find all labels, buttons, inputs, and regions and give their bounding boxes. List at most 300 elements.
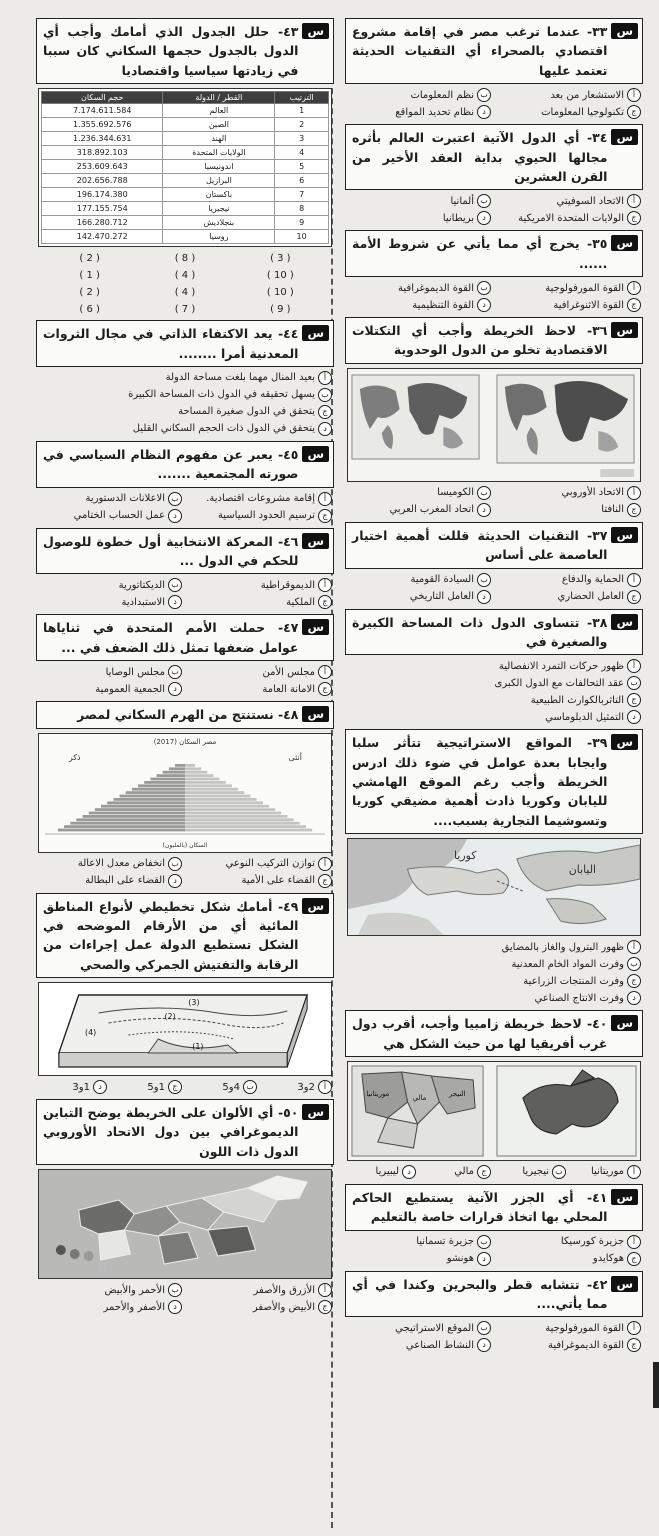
option-key: أ <box>627 1235 641 1249</box>
option-d[interactable] <box>38 595 182 609</box>
pyramid-bar <box>175 764 185 767</box>
question-badge: س <box>611 235 638 251</box>
question-text <box>352 1014 607 1053</box>
option-d[interactable] <box>38 1080 107 1094</box>
option-c[interactable] <box>497 298 641 312</box>
table-cell: 1.236.344.631 <box>42 132 163 146</box>
question-badge: س <box>611 1189 638 1205</box>
question-badge: س <box>611 734 638 750</box>
option-text: القوة المورفولوجية <box>545 282 624 294</box>
option-d[interactable] <box>347 503 491 517</box>
option-d[interactable] <box>347 1252 491 1266</box>
pair-value[interactable]: ( 2 ) <box>79 253 100 265</box>
table-cell: 318.892.103 <box>42 146 163 160</box>
option-key: أ <box>318 492 332 506</box>
option-key: ج <box>318 874 332 888</box>
question-body: - حملت الأمم المتحدة في ثناياها عوامل ضعفها تمثل ذلك الضعف في ... <box>43 620 299 655</box>
option-key: أ <box>318 371 332 385</box>
question-text <box>43 324 298 363</box>
column-header: الترتيب <box>275 92 329 104</box>
option-a[interactable] <box>497 281 641 295</box>
option-text: تكنولوجيا المعلومات <box>541 106 624 118</box>
option-a[interactable] <box>38 371 332 385</box>
question-number: ٣٨ <box>592 614 608 630</box>
pyramid-title: مصر السكان (2017) <box>153 737 217 746</box>
option-b[interactable] <box>38 665 182 679</box>
option-key: أ <box>318 1080 332 1094</box>
option-key: ب <box>477 573 491 587</box>
question-number: ٤٥ <box>283 446 299 462</box>
pyramid-male-label: ذكر <box>68 752 81 762</box>
option-c[interactable] <box>497 211 641 225</box>
question-header <box>36 18 334 84</box>
option-key: د <box>168 1300 182 1314</box>
question-text <box>352 733 607 830</box>
option-a[interactable] <box>263 1080 332 1094</box>
question-header <box>36 1099 334 1165</box>
option-text: الكوميسا <box>437 487 474 499</box>
pair-value[interactable]: ( 4 ) <box>174 270 196 282</box>
option-key: ب <box>318 388 332 402</box>
option-text: الديكتاتورية <box>118 579 165 591</box>
option-key: ج <box>477 1165 491 1179</box>
options <box>38 578 332 609</box>
question-body: - أي الجزر الآتية يستطيع الحاكم المحلي بها اتخاذ قرارات خاصة بالتعليم <box>352 1189 608 1225</box>
table-cell: 6 <box>275 174 329 188</box>
pyramid-bar <box>138 784 185 787</box>
question-header <box>36 701 334 728</box>
pyramid-bar <box>113 798 185 801</box>
option-b[interactable] <box>347 676 641 690</box>
option-b[interactable] <box>347 1235 491 1249</box>
option-text: الأزرق والأصفر <box>253 1284 315 1296</box>
question-header <box>36 614 334 661</box>
pyramid-bar <box>64 825 185 828</box>
pyramid-bar <box>185 815 287 818</box>
question-body: - أمامك شكل تخطيطي لأنواع المناطق المائية أي من الأرقام الموضحه في الشكل تستطيع الدولة عمل إجراءات من الرقابة والتفتيش الجمركي والصحي <box>43 898 299 972</box>
option-c[interactable] <box>497 1252 641 1266</box>
option-key: ب <box>168 857 182 871</box>
option-text: القوة التنظيمية <box>412 299 474 311</box>
option-text: وفرت المنتجات الزراعية <box>523 975 624 987</box>
option-key: ب <box>168 578 182 592</box>
pyramid-bar <box>126 791 185 794</box>
option-text: وفرت الانتاج الصناعي <box>534 992 624 1004</box>
korea-japan-map <box>347 838 641 936</box>
option-d[interactable] <box>347 710 641 724</box>
question-badge: س <box>302 325 329 341</box>
population-pyramid <box>39 734 331 852</box>
column-header: حجم السكان <box>42 92 163 104</box>
option-text: الاستبدادية <box>121 596 165 608</box>
option-b[interactable] <box>38 388 332 402</box>
option-d[interactable] <box>347 1338 491 1352</box>
option-a[interactable] <box>188 578 332 592</box>
option-c[interactable] <box>497 503 641 517</box>
question-badge: س <box>302 619 329 635</box>
option-a[interactable] <box>188 857 332 871</box>
question-text <box>43 532 298 571</box>
option-c[interactable] <box>188 509 332 523</box>
pyramid-bar <box>58 828 185 831</box>
left-column <box>36 18 334 1528</box>
option-key: أ <box>627 573 641 587</box>
question-body: - التقنيات الحديثة قللت أهمية اختيار العاصمة على أساس <box>352 527 608 563</box>
option-key: أ <box>627 194 641 208</box>
table-cell: الهند <box>163 132 275 146</box>
option-key: أ <box>627 486 641 500</box>
table-row <box>42 132 329 146</box>
option-text: هوكايدو <box>592 1253 624 1265</box>
zone-label-2: (2) <box>164 1011 176 1022</box>
option-text: نظام تحديد المواقع <box>395 106 474 118</box>
option-key: أ <box>627 659 641 673</box>
options <box>347 1235 641 1266</box>
table-cell: نيجيريا <box>163 202 275 216</box>
table-cell: روسيا <box>163 230 275 244</box>
option-text: القضاء على البطالة <box>85 875 165 886</box>
option-c[interactable] <box>113 1080 182 1094</box>
pyramid-bar <box>185 828 312 831</box>
pyramid-bar <box>163 770 185 773</box>
question-header <box>36 441 334 488</box>
question-text <box>43 445 298 484</box>
question-text <box>43 897 298 975</box>
pyramid-bar <box>101 804 185 807</box>
question-body: - أي الدول الآتية اعتبرت العالم بأثره مجالها الحيوي بداية العقد الأخير من القرن العشرين <box>352 130 608 184</box>
option-key: أ <box>627 1321 641 1335</box>
option-key: ب <box>552 1165 566 1179</box>
option-d[interactable] <box>38 422 332 436</box>
question-34 <box>345 124 643 225</box>
question-header <box>345 317 643 364</box>
option-b[interactable] <box>347 486 491 500</box>
question-number: ٥٠ <box>283 1105 299 1120</box>
pyramid-bar <box>185 798 257 801</box>
question-badge: س <box>611 23 638 39</box>
option-b[interactable] <box>347 281 491 295</box>
option-d[interactable] <box>347 105 491 119</box>
option-key: د <box>477 1252 491 1266</box>
pyramid-bar <box>169 767 185 770</box>
options <box>38 492 332 523</box>
pyramid-axis-label: السكان (بالمليون) <box>162 841 208 849</box>
option-b[interactable] <box>347 1321 491 1335</box>
option-key: أ <box>627 88 641 102</box>
option-key: د <box>168 595 182 609</box>
option-a[interactable] <box>188 492 332 506</box>
option-text: يسهل تحقيقه في الدول ذات المساحة الكبيرة <box>128 389 315 401</box>
option-key: ب <box>243 1080 257 1094</box>
question-body: - نستنتج من الهرم السكاني لمصر <box>77 707 284 723</box>
option-c[interactable] <box>347 974 641 988</box>
options <box>347 486 641 517</box>
option-text: جزيرة تسمانيا <box>416 1236 474 1248</box>
option-key: ج <box>318 682 332 696</box>
question-48 <box>36 701 334 887</box>
option-b[interactable] <box>497 1165 566 1179</box>
option-b[interactable] <box>347 88 491 102</box>
option-a[interactable] <box>497 1321 641 1335</box>
option-text: مجلس الأمن <box>262 666 315 678</box>
option-d[interactable] <box>38 874 182 888</box>
pyramid-bar <box>185 808 275 811</box>
option-a[interactable] <box>497 573 641 587</box>
option-a[interactable] <box>497 88 641 102</box>
option-d[interactable] <box>38 509 182 523</box>
option-key: أ <box>318 578 332 592</box>
question-header <box>345 609 643 656</box>
table-cell: باكستان <box>163 188 275 202</box>
water-zones-diagram <box>38 982 332 1076</box>
option-text: ليبيريا <box>375 1166 399 1178</box>
question-42 <box>345 1271 643 1353</box>
question-text <box>352 1275 607 1314</box>
option-c[interactable] <box>38 405 332 419</box>
question-38 <box>345 609 643 725</box>
option-d[interactable] <box>38 1300 182 1314</box>
table-row <box>42 174 329 188</box>
option-a[interactable] <box>497 194 641 208</box>
pyramid-bar <box>185 777 220 780</box>
option-text: ترسيم الحدود السياسية <box>217 510 315 522</box>
pyramid-bar <box>185 764 195 767</box>
pyramid-bar <box>185 770 207 773</box>
option-text: القوة الديموغرافية <box>548 1339 624 1351</box>
pyramid-bar <box>132 787 185 790</box>
option-b[interactable] <box>38 578 182 592</box>
option-a[interactable] <box>188 1283 332 1297</box>
question-number: ٤٤ <box>283 326 299 342</box>
option-text: نظم المعلومات <box>410 89 474 101</box>
option-key: د <box>477 1338 491 1352</box>
option-a[interactable] <box>347 940 641 954</box>
option-text: نيجيريا <box>522 1166 549 1178</box>
option-key: ب <box>627 676 641 690</box>
question-body: - المعركة الانتخابية أول خطوة للوصول للحكم في الدول ... <box>43 533 299 568</box>
table-row <box>42 146 329 160</box>
question-45 <box>36 441 334 523</box>
option-text: عمل الحساب الختامي <box>73 510 165 522</box>
option-text: الاتحاد السوفيتي <box>556 195 624 207</box>
option-a[interactable] <box>347 659 641 673</box>
option-key: د <box>168 509 182 523</box>
option-c[interactable] <box>188 874 332 888</box>
question-body: - لاحظ خريطة زامبيا وأجب، أقرب دول غرب أفريقيا لها من حيث الشكل هي <box>352 1016 608 1051</box>
table-cell: 9 <box>275 216 329 230</box>
options <box>347 1165 641 1179</box>
question-text <box>352 1188 607 1227</box>
pyramid-bar <box>144 781 185 784</box>
question-badge: س <box>611 1276 638 1292</box>
option-c[interactable] <box>497 590 641 604</box>
question-46 <box>36 528 334 610</box>
option-text: الحماية والدفاع <box>561 574 624 585</box>
pyramid-bar <box>76 818 185 821</box>
option-text: الموقع الاستراتيجي <box>395 1322 474 1334</box>
options <box>347 194 641 225</box>
question-text <box>352 234 607 273</box>
option-text: التمثيل الدبلوماسي <box>545 711 624 723</box>
option-d[interactable] <box>347 1165 416 1179</box>
option-key: ج <box>627 298 641 312</box>
question-number: ٤٩ <box>283 898 299 914</box>
table-row <box>42 188 329 202</box>
table-cell: 7 <box>275 188 329 202</box>
option-c[interactable] <box>347 693 641 707</box>
option-text: 4و5 <box>222 1081 240 1093</box>
option-key: ج <box>318 509 332 523</box>
option-text: ظهور حركات التمرد الانفصالية <box>498 660 624 672</box>
option-key: د <box>402 1165 416 1179</box>
question-47 <box>36 614 334 696</box>
option-a[interactable] <box>188 665 332 679</box>
option-c[interactable] <box>188 595 332 609</box>
option-text: توازن التركيب النوعي <box>225 858 315 869</box>
option-text: الاعلانات الدستورية <box>85 493 165 505</box>
pyramid-bar <box>185 801 263 804</box>
option-key: أ <box>318 857 332 871</box>
options <box>38 665 332 696</box>
pair-value[interactable]: ( 7 ) <box>174 304 196 316</box>
option-b[interactable] <box>347 194 491 208</box>
option-c[interactable] <box>188 682 332 696</box>
option-text: القوة الاثنوغرافية <box>553 299 624 311</box>
question-49 <box>36 893 334 1095</box>
option-key: د <box>477 590 491 604</box>
question-number: ٤٧ <box>283 620 299 636</box>
pyramid-bar <box>95 808 185 811</box>
option-a[interactable] <box>497 486 641 500</box>
option-b[interactable] <box>188 1080 257 1094</box>
option-key: ب <box>477 88 491 102</box>
option-text: التاثربالكوارث الطبيعية <box>530 694 624 706</box>
option-d[interactable] <box>38 682 182 696</box>
option-key: ب <box>477 281 491 295</box>
pyramid-bar <box>185 794 250 797</box>
strait-map-image <box>348 839 640 935</box>
table-cell: 5 <box>275 160 329 174</box>
option-key: د <box>477 298 491 312</box>
pyramid-bar <box>185 804 269 807</box>
option-key: ب <box>627 957 641 971</box>
question-header <box>345 230 643 277</box>
question-body: - عندما ترغب مصر في إقامة مشروع اقتصادي بالصحراء أي التقنيات الحديثة تعتمد عليها <box>352 24 608 78</box>
options <box>347 88 641 119</box>
population-table-figure <box>38 88 332 247</box>
option-b[interactable] <box>347 957 641 971</box>
option-d[interactable] <box>347 991 641 1005</box>
question-badge: س <box>611 129 638 145</box>
option-key: ب <box>477 1235 491 1249</box>
question-41 <box>345 1184 643 1266</box>
pair-value[interactable]: ( 4 ) <box>174 287 196 299</box>
world-maps-image <box>348 369 640 481</box>
option-d[interactable] <box>347 298 491 312</box>
option-c[interactable] <box>497 1338 641 1352</box>
options <box>347 940 641 1005</box>
question-number: ٤٨ <box>283 707 299 723</box>
table-cell: 2 <box>275 118 329 132</box>
table-cell: 7.174.611.584 <box>42 104 163 118</box>
question-header <box>345 18 643 84</box>
option-text: ظهور البترول والغاز بالمضايق <box>501 941 624 953</box>
question-33 <box>345 18 643 119</box>
option-b[interactable] <box>38 492 182 506</box>
pair-value[interactable]: ( 3 ) <box>270 253 291 265</box>
pair-value[interactable]: ( 1 ) <box>79 270 100 282</box>
option-key: د <box>168 874 182 888</box>
option-text: بعيد المنال مهما بلغت مساحة الدولة <box>165 372 315 384</box>
pyramid-bar <box>185 818 294 821</box>
pair-value[interactable]: ( 10 ) <box>266 270 294 282</box>
table-row <box>42 104 329 118</box>
pair-value[interactable]: ( 8 ) <box>174 253 196 265</box>
option-text: هونشو <box>446 1253 474 1265</box>
option-a[interactable] <box>572 1165 641 1179</box>
question-number: ٣٩ <box>592 735 608 751</box>
table-row <box>42 118 329 132</box>
option-text: إقامة مشروعات اقتصادية. <box>206 493 315 505</box>
question-badge: س <box>302 446 329 462</box>
question-number: ٣٣ <box>592 24 608 39</box>
question-badge: س <box>302 533 329 549</box>
option-key: ج <box>627 211 641 225</box>
option-text: العامل التاريخي <box>409 591 474 602</box>
option-key: د <box>93 1080 107 1094</box>
option-text: ألمانيا <box>450 195 474 207</box>
option-text: النشاط الصناعي <box>405 1339 474 1351</box>
option-c[interactable] <box>422 1165 491 1179</box>
option-key: ج <box>168 1080 182 1094</box>
option-key: د <box>627 710 641 724</box>
option-b[interactable] <box>347 573 491 587</box>
option-key: ج <box>318 595 332 609</box>
question-number: ٤٦ <box>283 533 299 549</box>
pair-value[interactable]: ( 2 ) <box>79 287 100 299</box>
option-key: د <box>477 211 491 225</box>
option-c[interactable] <box>497 105 641 119</box>
question-badge: س <box>611 1015 638 1031</box>
option-c[interactable] <box>188 1300 332 1314</box>
option-text: 2و3 <box>297 1081 315 1093</box>
pair-value[interactable]: ( 6 ) <box>79 304 100 316</box>
option-key: ب <box>168 492 182 506</box>
table-cell: 177.155.754 <box>42 202 163 216</box>
mali-label: مالي <box>412 1093 427 1102</box>
question-number: ٤١ <box>592 1189 608 1205</box>
options <box>38 1283 332 1314</box>
question-35 <box>345 230 643 312</box>
option-text: موريتانيا <box>590 1166 624 1178</box>
option-d[interactable] <box>347 590 491 604</box>
option-key: ب <box>477 1321 491 1335</box>
question-text <box>352 22 607 80</box>
option-b[interactable] <box>38 1283 182 1297</box>
question-badge: س <box>302 1104 329 1120</box>
pair-value[interactable]: ( 10 ) <box>266 287 294 299</box>
korea-label: كوريا <box>453 849 477 863</box>
question-text <box>352 128 607 186</box>
option-d[interactable] <box>347 211 491 225</box>
pyramid-bar <box>150 777 185 780</box>
option-a[interactable] <box>497 1235 641 1249</box>
option-text: 1و3 <box>72 1081 90 1093</box>
question-body: - حلل الجدول الذي أمامك وأجب أي الدول بالجدول حجمها السكاني كان سببا في زيادتها سياسيا واقتصاديا <box>43 24 299 78</box>
question-header <box>345 729 643 834</box>
pair-value[interactable]: ( 9 ) <box>270 304 291 316</box>
option-b[interactable] <box>38 857 182 871</box>
